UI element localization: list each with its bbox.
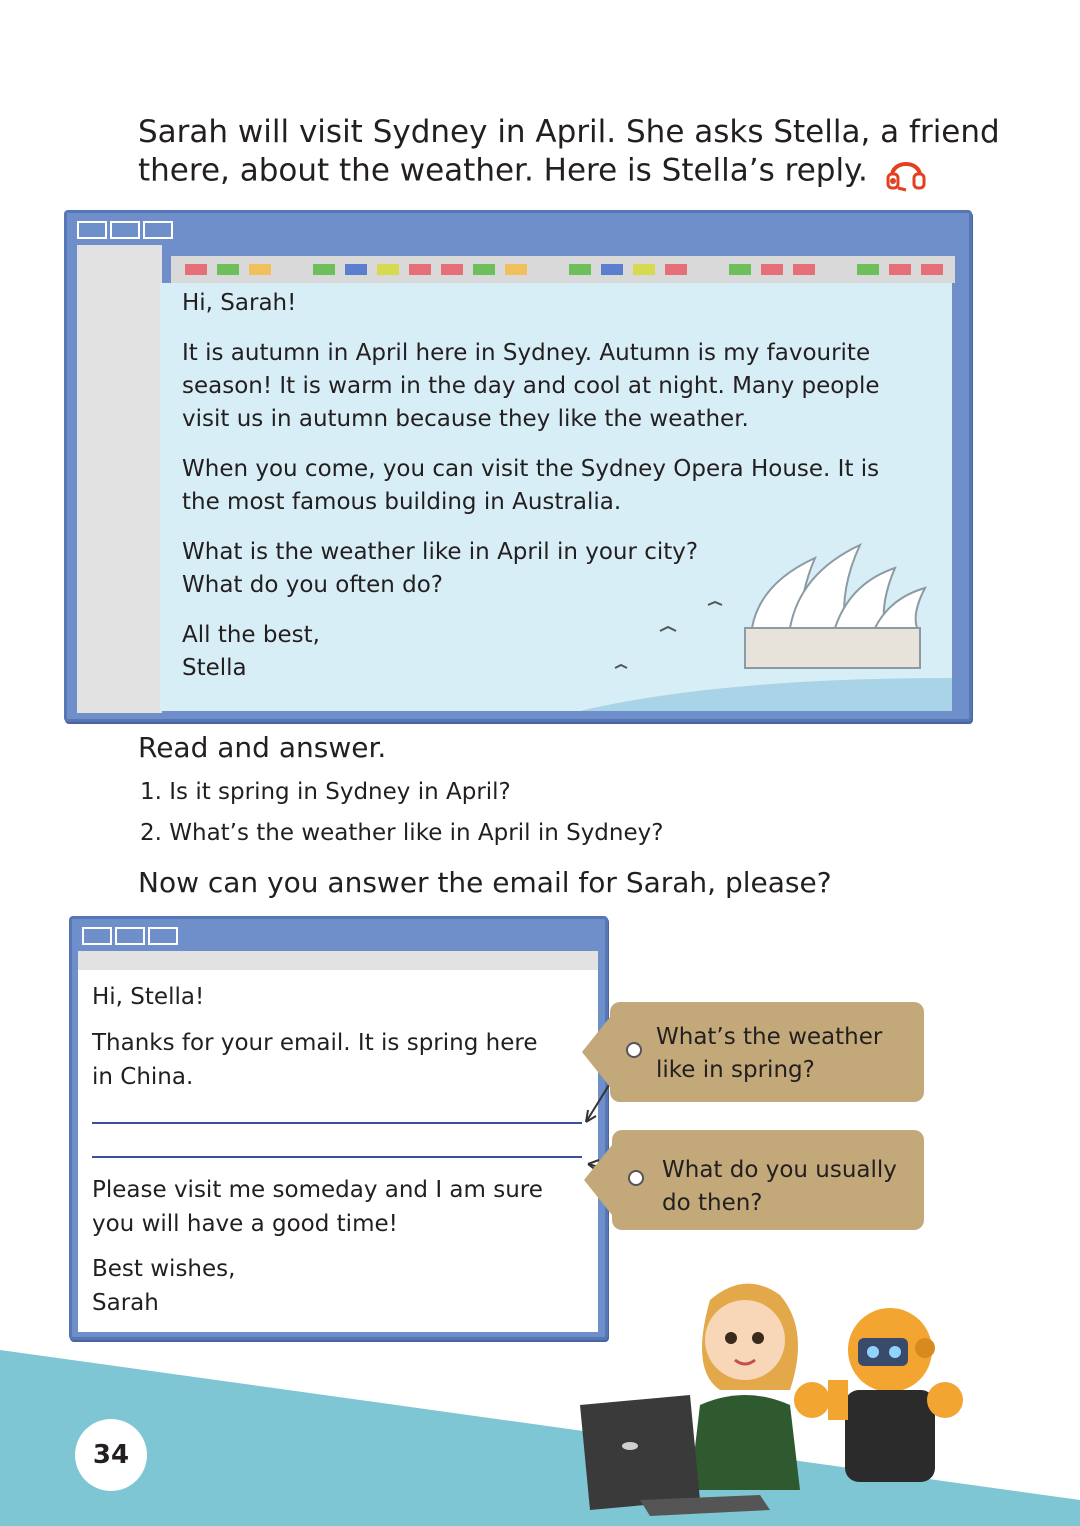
stella-para1-line1: It is autumn in April here in Sydney. Autumn is my favourite xyxy=(182,340,871,366)
sarah-para2-line1: Please visit me someday and I am sure xyxy=(92,1177,543,1203)
window-button[interactable] xyxy=(148,927,178,945)
sarah-para2-line2: you will have a good time! xyxy=(92,1211,398,1237)
intro-line-2-text: there, about the weather. Here is Stella’s reply. xyxy=(138,152,868,189)
tag-hole xyxy=(626,1042,642,1058)
question-2: 2. What’s the weather like in April in Sydney? xyxy=(140,820,664,846)
tag-1-line-1: What’s the weather xyxy=(656,1024,883,1050)
window-button[interactable] xyxy=(82,927,112,945)
stella-para2-line1: When you come, you can visit the Sydney Opera House. It is xyxy=(182,456,880,482)
question-1: 1. Is it spring in Sydney in April? xyxy=(140,779,511,805)
tag-shape xyxy=(584,1130,624,1230)
tag-1-line-2: like in spring? xyxy=(656,1057,815,1083)
answer-blank-1[interactable] xyxy=(92,1122,582,1124)
tag-2-line-2: do then? xyxy=(662,1190,763,1216)
page-number: 34 xyxy=(75,1419,147,1491)
read-answer-title: Read and answer. xyxy=(138,731,387,764)
tag-hole xyxy=(628,1170,644,1186)
stella-para2-line2: the most famous building in Australia. xyxy=(182,489,622,515)
now-answer-title: Now can you answer the email for Sarah, please? xyxy=(138,866,832,899)
sarah-letter-body xyxy=(78,970,598,1332)
answer-blank-2[interactable] xyxy=(92,1156,582,1158)
sarah-para1-line2: in China. xyxy=(92,1064,194,1090)
sarah-signature: Sarah xyxy=(92,1290,159,1316)
tag-shape xyxy=(582,1002,622,1102)
hint-tag-1 xyxy=(610,1002,924,1102)
intro-line-1: Sarah will visit Sydney in April. She asks Stella, a friend xyxy=(138,114,1000,150)
sarah-closing: Best wishes, xyxy=(92,1256,236,1282)
stella-para1-line2: season! It is warm in the day and cool at night. Many people xyxy=(182,373,880,399)
hint-tag-2 xyxy=(612,1130,924,1230)
window-buttons xyxy=(82,927,178,945)
stella-greeting: Hi, Sarah! xyxy=(182,290,297,316)
window-header-bar xyxy=(78,951,598,971)
stella-para3-line1: What is the weather like in April in your city? xyxy=(182,539,699,565)
tag-2-line-1: What do you usually xyxy=(662,1157,897,1183)
stella-para3-line2: What do you often do? xyxy=(182,572,443,598)
stella-para1-line3: visit us in autumn because they like the weather. xyxy=(182,406,749,432)
sarah-para1-line1: Thanks for your email. It is spring here xyxy=(92,1030,538,1056)
window-button[interactable] xyxy=(115,927,145,945)
stella-closing: All the best, xyxy=(182,622,320,648)
stella-signature: Stella xyxy=(182,655,247,681)
sarah-greeting: Hi, Stella! xyxy=(92,984,205,1010)
